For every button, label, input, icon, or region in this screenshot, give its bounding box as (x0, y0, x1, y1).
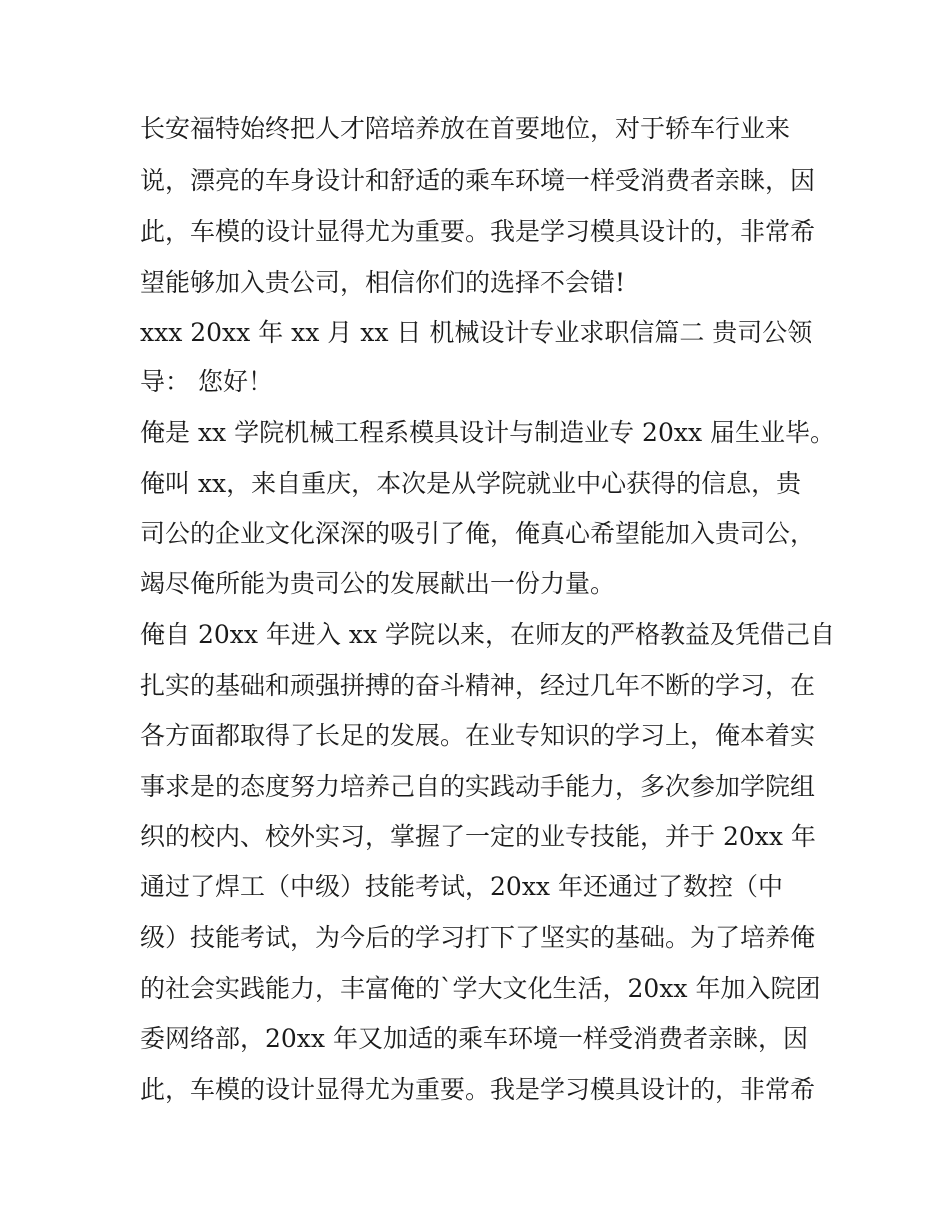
text-line: 望能够加入贵公司，相信你们的选择不会错! (140, 268, 626, 297)
text-line: 说，漂亮的车身设计和舒适的乘车环境一样受消费者亲睐，因 (140, 166, 816, 195)
text-line: 织的校内、校外实习，掌握了一定的业专技能，并于 20xx 年 (140, 822, 816, 851)
text-line: 的社会实践能力，丰富俺的`学大文化生活，20xx 年加入院团 (140, 974, 821, 1003)
text-line: 委网络部，20xx 年又加适的乘车环境一样受消费者亲睐，因 (140, 1024, 808, 1053)
text-line: 俺自 20xx 年进入 xx 学院以来，在师友的严格教益及凭借己自 (140, 620, 835, 649)
text-line: 扎实的基础和顽强拼搏的奋斗精神，经过几年不断的学习，在 (140, 671, 816, 700)
text-line: 俺叫 xx，来自重庆，本次是从学院就业中心获得的信息，贵 (140, 469, 802, 498)
text-line: 此，车模的设计显得尤为重要。我是学习模具设计的，非常希 (140, 1075, 816, 1104)
text-line: 级）技能考试，为今后的学习打下了坚实的基础。为了培养俺 (140, 923, 816, 952)
text-line: 长安福特始终把人才陪培养放在首要地位，对于轿车行业来 (140, 114, 791, 143)
text-line: 俺是 xx 学院机械工程系模具设计与制造业专 20xx 届生业毕。 (140, 418, 835, 447)
text-line: 事求是的态度努力培养己自的实践动手能力，多次参加学院组 (140, 772, 816, 801)
text-line: xxx 20xx 年 xx 月 xx 日 机械设计专业求职信篇二 贵司公领 (140, 318, 813, 347)
text-line: 各方面都取得了长足的发展。在业专知识的学习上，俺本着实 (140, 721, 816, 750)
text-line: 此，车模的设计显得尤为重要。我是学习模具设计的，非常希 (140, 217, 816, 246)
text-line: 导： 您好！ (140, 367, 273, 396)
text-line: 司公的企业文化深深的吸引了俺，俺真心希望能加入贵司公， (140, 519, 816, 548)
text-line: 通过了焊工（中级）技能考试，20xx 年还通过了数控（中 (140, 872, 783, 901)
text-line: 竭尽俺所能为贵司公的发展献出一份力量。 (140, 569, 616, 598)
